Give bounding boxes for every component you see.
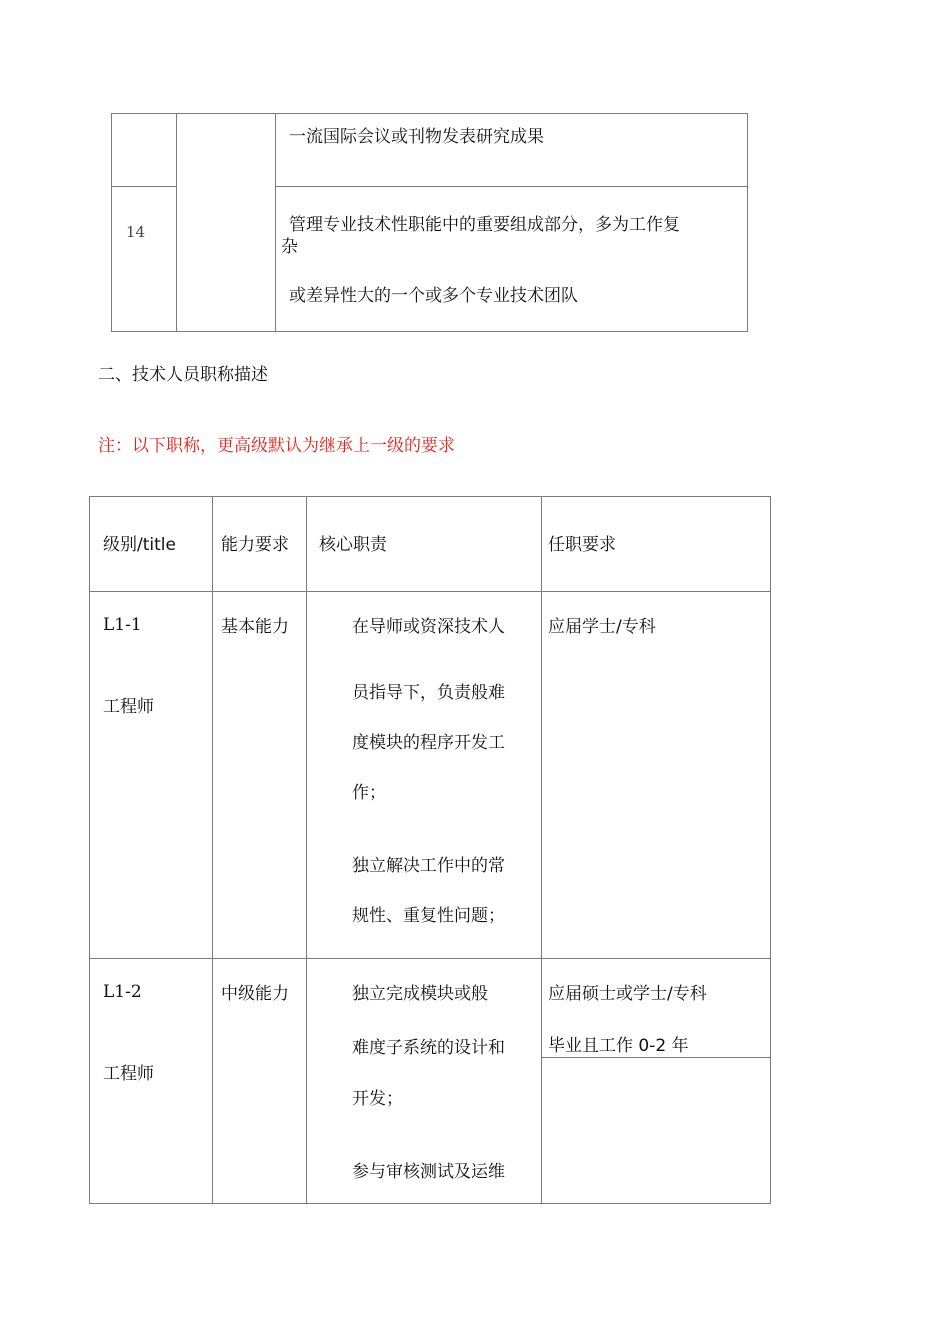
ability: 中级能力 [221,984,289,1004]
duty-line: 度模块的程序开发工 [352,733,505,753]
requirement-line: 毕业且工作 0-2 年 [548,1036,689,1056]
table-divider [541,496,542,1204]
table-border [89,1203,771,1204]
duty-line: 独立解决工作中的常 [352,856,505,876]
table-border [111,113,112,332]
top-table [111,113,748,332]
duty-line: 作； [352,783,386,803]
table-divider [111,186,177,187]
level-name: 工程师 [103,697,154,717]
header-requirements: 任职要求 [548,535,616,555]
duty-line: 开发； [352,1089,403,1109]
header-level: 级别/title [103,535,176,555]
table-divider [89,591,771,592]
table-divider [212,496,213,1204]
duty-line: 员指导下，负责般难 [352,683,505,703]
table-border [747,113,748,332]
table-border [89,496,771,497]
top-row1-desc: 一流国际会议或刊物发表研究成果 [289,127,544,147]
top-row2-number: 14 [126,223,146,241]
level-code: L1-1 [103,615,142,635]
top-row2-desc: 杂 [281,237,298,257]
table-border [111,113,748,114]
requirement-line: 应届硕士或学士/专科 [548,984,707,1004]
duty-line: 难度子系统的设计和 [352,1038,505,1058]
table-divider [275,186,748,187]
section-title: 二、技术人员职称描述 [98,365,268,385]
note: 注：以下职称，更高级默认为继承上一级的要求 [98,436,455,456]
table-border [770,496,771,1204]
table-divider [176,113,177,332]
top-row2-desc: 或差异性大的一个或多个专业技术团队 [289,286,578,306]
requirement-line: 应届学士/专科 [548,617,656,637]
table-divider [541,1057,771,1058]
header-ability: 能力要求 [221,535,289,555]
level-name: 工程师 [103,1064,154,1084]
duty-line: 参与审核测试及运维 [352,1162,505,1182]
table-border [89,496,90,1204]
duty-line: 在导师或资深技术人 [352,617,505,637]
table-divider [275,113,276,332]
table-divider [306,496,307,1204]
top-row2-desc: 管理专业技术性职能中的重要组成部分，多为工作复 [289,215,680,235]
job-title-table [89,496,771,1204]
table-border [111,331,748,332]
duty-line: 规性、重复性问题； [352,906,505,926]
ability: 基本能力 [221,617,289,637]
header-duties: 核心职责 [319,535,387,555]
table-divider [89,958,771,959]
level-code: L1-2 [103,982,142,1002]
duty-line: 独立完成模块或般 [352,984,488,1004]
